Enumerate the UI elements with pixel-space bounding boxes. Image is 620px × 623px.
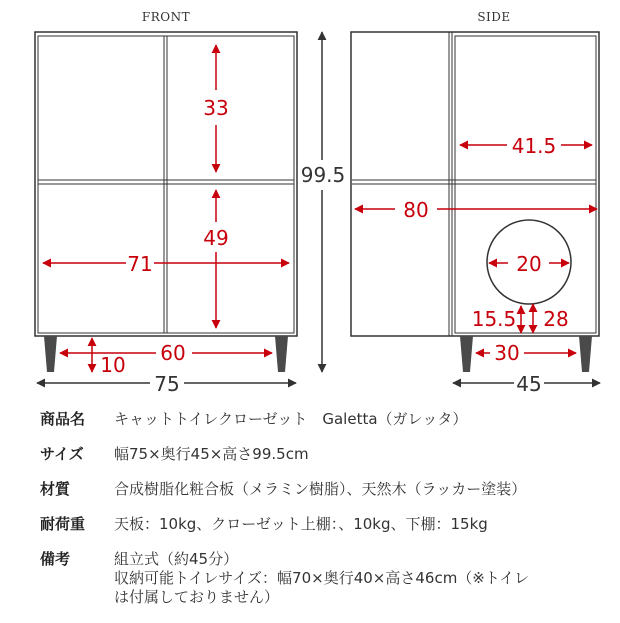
- side-total-depth-label: 45: [516, 372, 542, 396]
- spec-value-line: 幅75×奥行45×高さ99.5cm: [114, 445, 309, 463]
- front-upper-height-label: 33: [203, 96, 229, 120]
- spec-value: [114, 445, 600, 464]
- front-view-title: FRONT: [141, 10, 191, 24]
- side-leg-span-label: 30: [494, 341, 520, 365]
- spec-row: [40, 480, 600, 499]
- front-total-height-label: 99.5: [300, 163, 346, 187]
- front-leg-span-label: 60: [160, 341, 186, 365]
- spec-value-line: は付属しておりません）: [114, 588, 280, 606]
- side-hole-top-label: 28: [543, 307, 569, 331]
- front-lower-height-label: 49: [203, 226, 229, 250]
- front-total-width-label: 75: [154, 372, 180, 396]
- side-hole-diameter-label: 20: [516, 252, 542, 276]
- spec-row: [40, 410, 600, 429]
- side-upper-depth-label: 41.5: [511, 134, 557, 158]
- front-base-gap-label: 10: [100, 353, 126, 377]
- spec-value: [114, 410, 600, 429]
- spec-value: [114, 480, 600, 499]
- spec-label: 備考: [40, 550, 71, 568]
- front-cabinet: [35, 32, 297, 336]
- spec-label: サイズ: [40, 445, 84, 463]
- spec-value: [114, 550, 600, 607]
- front-inner-width-label: 71: [127, 252, 153, 276]
- spec-label: 耐荷重: [40, 515, 86, 533]
- side-legs: [460, 336, 592, 372]
- spec-value-line: 天板：10kg、クローゼット上棚：、10kg、下棚：15kg: [114, 515, 488, 533]
- side-inner-depth-label: 80: [403, 198, 429, 222]
- spec-value-line: 組立式（約45分）: [114, 550, 239, 568]
- spec-row: [40, 550, 600, 607]
- spec-value-line: キャットトイレクローゼット Galetta（ガレッタ）: [114, 410, 468, 428]
- spec-row: [40, 445, 600, 464]
- spec-value-line: 収納可能トイレサイズ：幅70×奥行40×高さ46cm（※トイレ: [114, 569, 530, 587]
- spec-value-line: 合成樹脂化粧合板（メラミン樹脂）、天然木（ラッカー塗装）: [114, 480, 527, 498]
- spec-row: [40, 515, 600, 534]
- spec-label: 商品名: [40, 410, 86, 428]
- spec-table: [40, 410, 600, 623]
- side-cabinet: [351, 32, 599, 336]
- spec-value: [114, 515, 600, 534]
- side-view-title: SIDE: [477, 10, 511, 24]
- side-hole-base-label: 15.5: [471, 307, 517, 331]
- spec-label: 材質: [40, 480, 71, 498]
